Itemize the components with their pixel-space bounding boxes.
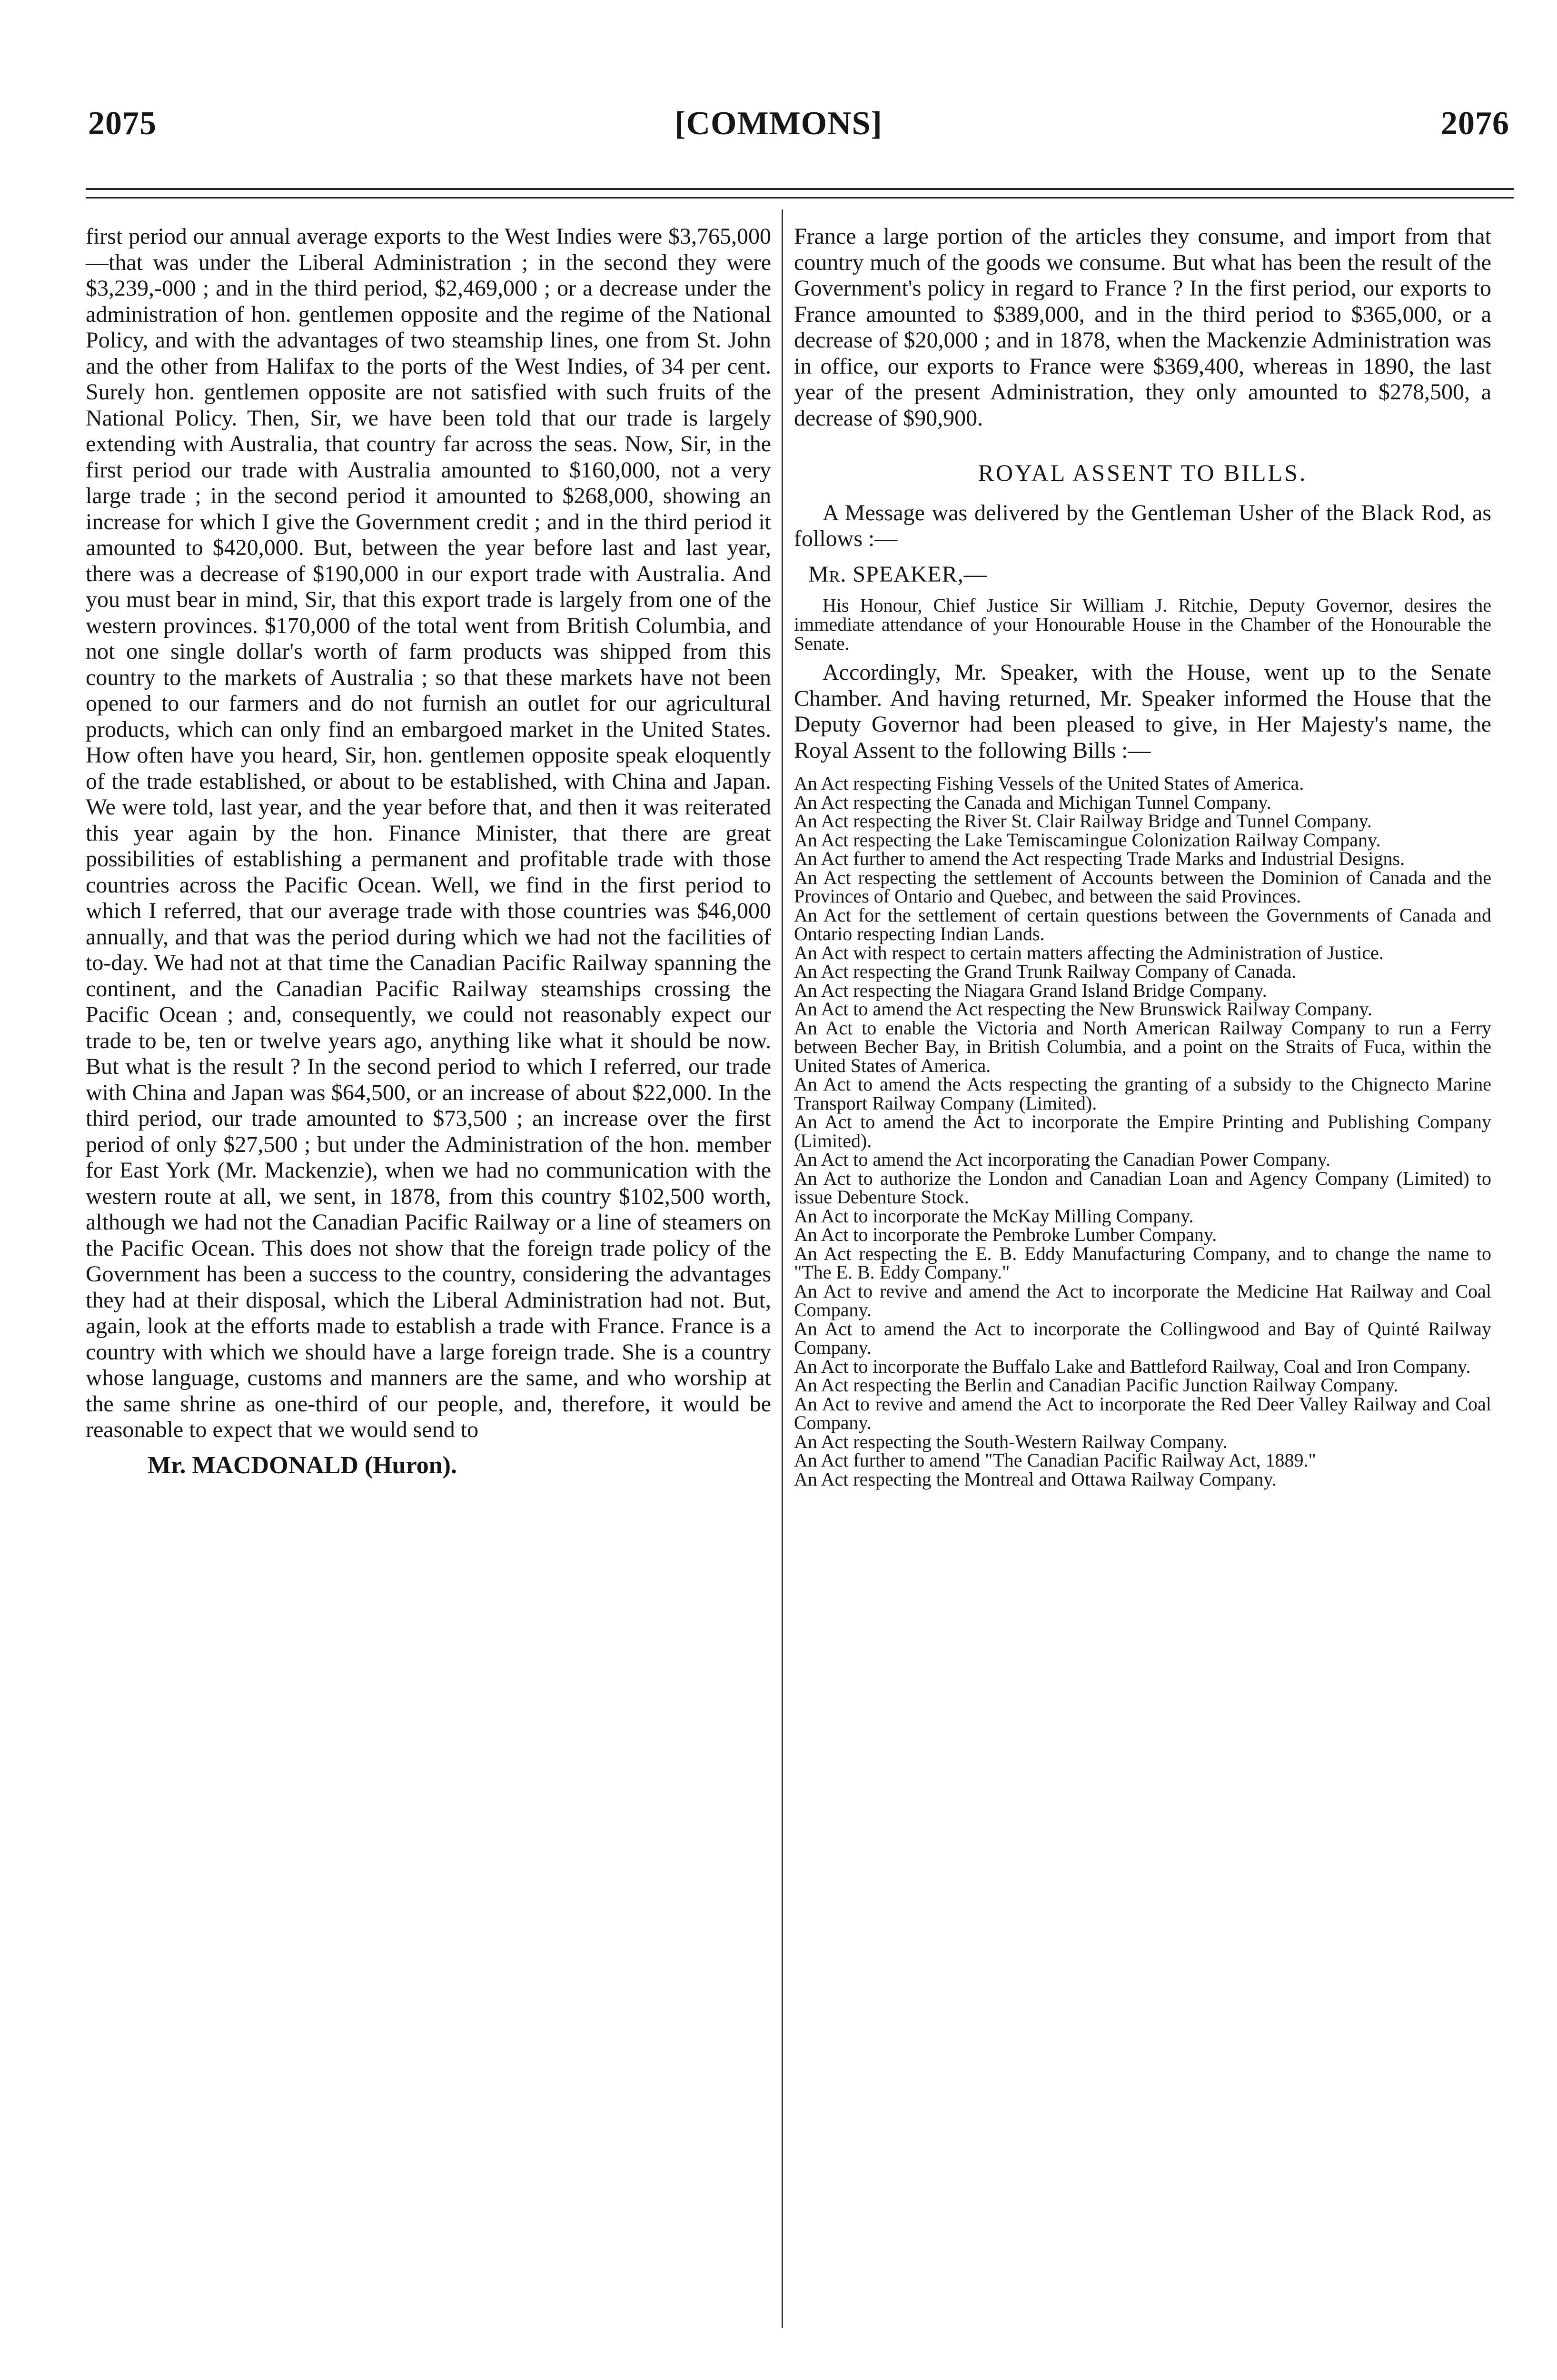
bill-item: An Act respecting the Grand Trunk Railway Company of Canada. — [794, 961, 1297, 982]
salutation: Mr. SPEAKER,— — [808, 561, 987, 587]
bill-item: An Act respecting the E. B. Eddy Manufacturing Company, and to change the name to "The E. B. Eddy Company." — [794, 1242, 1491, 1283]
header-rule — [86, 188, 1514, 190]
bill-item: An Act respecting the Lake Temiscamingue Colonization Railway Company. — [794, 829, 1381, 851]
bill-item: An Act to incorporate the Buffalo Lake and Battleford Railway, Coal and Iron Company. — [794, 1355, 1471, 1377]
bill-item: An Act to incorporate the McKay Milling Company. — [794, 1205, 1194, 1227]
header-rule-secondary — [86, 197, 1514, 198]
debate-paragraph: first period our annual average exports to the West Indies were $3,765,000—that was under the Liberal Administration ; in the second they were $3,239,-000 ; and in the third period, $2,469,000 ; or a decrease under the administration of hon. gentlemen opposite and the regime of the National Policy, and with the advantages of two steamship lines, one from St. John and the other from Halifax to the ports of the West Indies, of 34 per cent. Surely hon. gentlemen opposite are not satisfied with such fruits of the National Policy. Then, Sir, we have been told that our trade is largely extending with Australia, that country far across the seas. Now, Sir, in the first period our trade with Australia amounted to $160,000, not a very large trade ; in the second period it amounted to $268,000, showing an increase for which I give the Government credit ; and in the third period it amounted to $420,000. But, between the year before last and last year, there was a decrease of $190,000 in our export trade with Australia. And you must bear in mind, Sir, that this export trade is largely from one of the western provinces. $170,000 of the total went from British Columbia, and not one single dollar's worth of farm products was shipped from this country to the markets of Australia ; so that these markets have not been opened to our farmers and do not furnish an outlet for our agricultural products, which can only find an embargoed market in the United States. How often have you heard, Sir, hon. gentlemen opposite speak eloquently of the trade established, or about to be established, with China and Japan. We were told, last year, and the year before that, and then it was reiterated this year again by the hon. Finance Minister, that there are great possibilities of establishing a permanent and profitable trade with those countries across the Pacific Ocean. Well, we find in the first period to which I referred, that our average trade with those countries was $46,000 annually, and that was the period during which we had not the facilities of to-day. We had not at that time the Canadian Pacific Railway spanning the continent, and the Canadian Pacific Railway steamships crossing the Pacific Ocean ; and, consequently, we could not reasonably expect our trade to be, ten or twelve years ago, anything like what it should be now. But what is the result ? In the second period to which I referred, our trade with China and Japan was $64,500, or an increase of about $22,000. In the third period, our trade amounted to $73,500 ; an increase over the first period of only $27,500 ; but under the Administration of the hon. member for East York (Mr. Mackenzie), when we had no communication with the western route at all, we sent, in 1878, from this country $102,500 worth, although we had not the Canadian Pacific Railway or a line of steamers on the Pacific Ocean. This does not show that the foreign trade policy of the Government has been a success to the country, considering the advantages they had at their disposal, which the Liberal Administration had not. But, again, look at the efforts made to establish a trade with France. France is a country with which we should have a large foreign trade. She is a country whose language, customs and manners are the same, and who worship at the same shrine as one-third of our people, and, therefore, it would be reasonable to expect that we would send to — [86, 224, 771, 1442]
bill-item: An Act to enable the Victoria and North American Railway Company to run a Ferry between Becher Bay, in British Columbia, and a point on the Straits of Fuca, within the United States of America. — [794, 1017, 1491, 1076]
right-column — [794, 224, 1491, 1488]
bill-item: An Act respecting the River St. Clair Railway Bridge and Tunnel Company. — [794, 810, 1372, 832]
bill-item: An Act for the settlement of certain questions between the Governments of Canada and Ontario respecting Indian Lands. — [794, 904, 1491, 944]
bill-item: An Act respecting the Canada and Michigan Tunnel Company. — [794, 791, 1271, 813]
bill-item: An Act to revive and amend the Act to incorporate the Red Deer Valley Railway and Coal Company. — [794, 1393, 1491, 1433]
bills-list — [794, 774, 1491, 1488]
section-heading: ROYAL ASSENT TO BILLS. — [978, 459, 1308, 486]
bill-item: An Act to revive and amend the Act to incorporate the Medicine Hat Railway and Coal Company. — [794, 1280, 1491, 1320]
bill-item: An Act to amend the Acts respecting the granting of a subsidy to the Chignecto Marine Transport Railway Company (Limited). — [794, 1073, 1491, 1114]
bill-item: An Act respecting the settlement of Accounts between the Dominion of Canada and the Provinces of Ontario and Quebec, and between the said Provinces. — [794, 866, 1491, 907]
deputy-governor-message: His Honour, Chief Justice Sir William J. Ritchie, Deputy Governor, desires the immediate attendance of your Honourable House in the Chamber of the Honourable the Senate. — [794, 595, 1491, 654]
message-intro: A Message was delivered by the Gentleman Usher of the Black Rod, as follows :— — [794, 500, 1491, 551]
bill-item: An Act to amend the Act to incorporate the Empire Printing and Publishing Company (Limited). — [794, 1111, 1491, 1151]
bill-item: An Act respecting the Niagara Grand Island Bridge Company. — [794, 979, 1267, 1001]
bill-item: An Act further to amend the Act respecting Trade Marks and Industrial Designs. — [794, 848, 1405, 869]
bill-item: An Act to amend the Act incorporating the Canadian Power Company. — [794, 1149, 1331, 1170]
bill-item: An Act to authorize the London and Canadian Loan and Agency Company (Limited) to issue Debenture Stock. — [794, 1167, 1491, 1208]
bill-item: An Act further to amend "The Canadian Pacific Railway Act, 1889." — [794, 1449, 1316, 1471]
assent-narrative: Accordingly, Mr. Speaker, with the House, went up to the Senate Chamber. And having returned, Mr. Speaker informed the House that the Deputy Governor had been pleased to give, in Her Majesty's name, the Royal Assent to the following Bills :— — [794, 660, 1491, 763]
bill-item: An Act respecting the Berlin and Canadian Pacific Junction Railway Company. — [794, 1374, 1398, 1396]
page-number-right: 2076 — [1441, 105, 1509, 142]
debate-paragraph-continued: France a large portion of the articles they consume, and import from that country much of the goods we consume. But what has been the result of the Government's policy in regard to France ? In the first period, our exports to France amounted to $389,000, and in the third period to $365,000, or a decrease of $20,000 ; and in 1878, when the Mackenzie Administration was in office, our exports to France were $369,400, whereas in 1890, the last year of the present Administration, they only amounted to $278,500, a decrease of $90,900. — [794, 224, 1491, 431]
bill-item: An Act respecting Fishing Vessels of the United States of America. — [794, 773, 1304, 794]
speaker-attribution: Mr. MACDONALD (Huron). — [148, 1451, 457, 1479]
bill-item: An Act to amend the Act to incorporate the Collingwood and Bay of Quinté Railway Company. — [794, 1318, 1491, 1358]
page-title: [COMMONS] — [674, 105, 883, 142]
left-column — [86, 224, 771, 1478]
column-divider — [782, 209, 783, 2328]
bill-item: An Act with respect to certain matters affecting the Administration of Justice. — [794, 942, 1384, 963]
bill-item: An Act respecting the Montreal and Ottawa Railway Company. — [794, 1468, 1277, 1490]
page-number-left: 2075 — [88, 105, 157, 142]
bill-item: An Act respecting the South-Western Railway Company. — [794, 1430, 1228, 1452]
bill-item: An Act to incorporate the Pembroke Lumber Company. — [794, 1224, 1217, 1245]
bill-item: An Act to amend the Act respecting the New Brunswick Railway Company. — [794, 998, 1372, 1020]
